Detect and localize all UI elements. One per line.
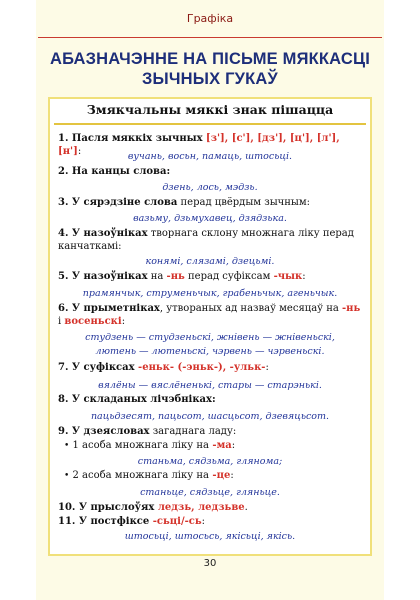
page-title-line1: АБАЗНАЧЭННЕ НА ПІСЬМЕ МЯККАСЦІ xyxy=(49,50,371,68)
rule-9-bullet-2-colon: : xyxy=(230,470,234,481)
rule-5-head: 5. У назоўніках xyxy=(58,271,148,282)
section-title: Графіка xyxy=(186,12,234,25)
rule-9-bullet-1 xyxy=(64,439,362,453)
rule-9-bullet-2 xyxy=(64,469,362,483)
page-title-line2: ЗЫЧНЫХ ГУКАЎ xyxy=(141,70,278,88)
box-title-divider xyxy=(54,123,366,125)
rule-6-example-1: студзень — студзеньскі, жнівень — жнівеньскі, xyxy=(85,332,335,343)
rule-6-suffix-2: восеньскі xyxy=(64,316,122,327)
rule-3-tail: перад цвёрдым зычным: xyxy=(177,197,311,208)
rule-6-tail: , утвораных ад назваў месяцаў на xyxy=(159,303,343,314)
bullet-icon: • xyxy=(64,441,70,451)
rule-6-head: 6. У прыметніках xyxy=(58,303,160,314)
rule-9-head: 9. У дзеясловах xyxy=(58,426,150,437)
box-title: Змякчальны мяккі знак пішацца xyxy=(86,102,334,117)
rule-2-head: 2. На канцы слова: xyxy=(58,166,171,177)
rule-5-suffix-1: -нь xyxy=(166,271,185,282)
rule-9-tail: загаднага ладу: xyxy=(149,426,237,437)
rule-9-bullet-1-text: 1 асоба множнага ліку на xyxy=(72,440,209,451)
bullet-icon: • xyxy=(64,471,70,481)
left-margin xyxy=(0,0,36,600)
rule-1-tail: : xyxy=(77,146,82,157)
rule-8-example: пацьдзесят, пацьсот, шасцьсот, дзевяцьсот. xyxy=(90,411,330,422)
rule-2 xyxy=(58,165,362,178)
rule-11-head: 11. У постфіксе xyxy=(58,516,150,527)
rule-9-bullet-1-colon: : xyxy=(231,440,236,451)
rule-9-bullet-2-text: 2 асоба множнага ліку на xyxy=(72,470,209,481)
rule-4-tail: творнага склону множнага ліку перад канчаткамі: xyxy=(58,228,354,252)
rule-7-suffixes: -еньк- (-эньк-), -ульк- xyxy=(134,362,266,373)
rule-6-example-2: лютень — лютеньскі, чэрвень — чэрвеньскі. xyxy=(95,346,325,357)
rule-1-head: 1. Пасля мяккіх зычных xyxy=(58,133,203,144)
rule-3-head: 3. У сярэдзіне слова xyxy=(58,197,178,208)
rule-5-mid: на xyxy=(147,271,167,282)
rule-9 xyxy=(58,425,362,438)
rule-10-tail: . xyxy=(244,502,248,513)
rule-3-example: вазьму, дзьмухавец, дзядзька. xyxy=(133,213,287,224)
right-margin xyxy=(384,0,420,600)
rule-7-head: 7. У суфіксах xyxy=(58,362,135,373)
rule-6-mid: і xyxy=(58,316,65,327)
page-number: 30 xyxy=(203,558,217,569)
rule-9-bullet-1-suffix: -ма xyxy=(208,440,232,451)
rule-10 xyxy=(58,501,362,514)
rule-5-tail: : xyxy=(302,271,306,282)
rule-10-words: ледзь, ледзьве xyxy=(154,502,245,513)
rule-11 xyxy=(58,515,362,528)
rule-6-suffix-1: -нь xyxy=(342,303,361,314)
rule-4-example: конямі, слязамі, дзецьмі. xyxy=(145,256,275,267)
rule-8 xyxy=(58,393,362,406)
rule-7-example: вялёны — вяслёненькі, стары — старэнькі. xyxy=(98,380,322,391)
rule-11-suffix: -сьці/-сь xyxy=(149,516,202,527)
rule-4-head: 4. У назоўніках xyxy=(58,228,148,239)
rule-11-tail: : xyxy=(201,516,205,527)
rule-7 xyxy=(58,361,362,374)
rule-6 xyxy=(58,302,362,328)
page xyxy=(36,0,384,600)
rule-7-tail: : xyxy=(265,362,269,373)
rule-9-bullet-1-example: станьма, сядзьма, глянома; xyxy=(137,456,283,467)
rule-6-tail-2: : xyxy=(121,316,126,327)
rule-9-bullet-2-suffix: -це xyxy=(208,470,231,481)
rule-5-suffix-2: -чык xyxy=(273,271,303,282)
rule-3 xyxy=(58,196,362,209)
page-title xyxy=(36,49,384,89)
title-divider xyxy=(38,37,382,38)
rules-box xyxy=(48,97,372,556)
rule-11-example: штосьці, штосьсь, якісьці, якісь. xyxy=(124,531,296,542)
rule-5-example: прамянчык, струменьчык, грабеньчык, агеньчык. xyxy=(82,288,338,299)
rule-5 xyxy=(58,270,362,283)
rule-8-head: 8. У складаных лічэбніках: xyxy=(58,394,216,405)
rule-5-mid-2: перад суфіксам xyxy=(184,271,274,282)
rule-2-example: дзень, лось, мэдзь. xyxy=(162,182,258,193)
rule-9-bullet-2-example: станьце, сядзьце, гляньце. xyxy=(140,487,280,498)
rule-1-example: вучань, восьн, памаць, штосьці. xyxy=(127,151,293,162)
rule-4 xyxy=(58,227,362,253)
rule-10-head: 10. У прыслоўях xyxy=(58,502,155,513)
rule-1-letters: [з'], [с'], [дз'], [ц'], [л'], [н'] xyxy=(58,133,340,157)
